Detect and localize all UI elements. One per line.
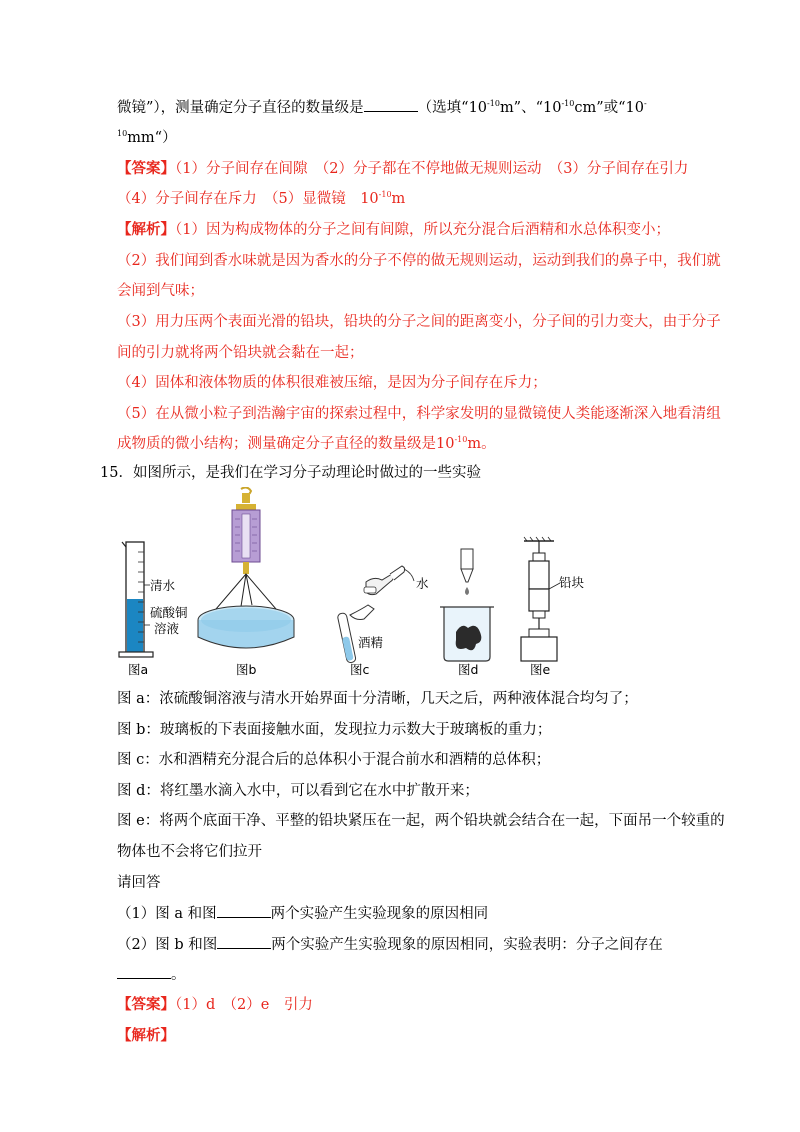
- exponent: -10: [487, 99, 500, 108]
- figure-a-cylinder: [119, 542, 153, 657]
- fill-blank: [217, 903, 271, 918]
- caption-e: 图e: [530, 662, 551, 677]
- exponent: -10: [561, 99, 575, 108]
- analysis-14-p3b: 间的引力就将两个铅块就会黏在一起；: [117, 345, 364, 361]
- caption-a: 图a: [128, 662, 149, 677]
- label-cuso4-2: 溶液: [154, 621, 180, 636]
- answer-text: （4）分子间存在斥力 （5）显微镜 10: [117, 191, 379, 207]
- caption-c: 图c: [350, 662, 370, 677]
- analysis-text: （1）因为构成物体的分子之间有间隙，所以充分混合后酒精和水总体积变小；: [175, 222, 670, 238]
- sub-question-text: 。: [171, 967, 186, 983]
- fill-blank: [364, 97, 418, 112]
- exponent: -10: [378, 190, 392, 199]
- answer-14-line1: [117, 159, 688, 179]
- analysis-14-p5b: [117, 434, 496, 454]
- q14-tail-line1: [117, 97, 647, 118]
- label-alcohol: 酒精: [358, 635, 384, 650]
- sub-question-2: [117, 934, 663, 955]
- sub-question-2-end: [117, 964, 186, 985]
- analysis-14-p5a: （5）在从微小粒子到浩瀚宇宙的探索过程中，科学家发明的显微镜使人类能逐渐深入地看清组: [117, 406, 721, 422]
- sub-question-text: 两个实验产生实验现象的原因相同，实验表明：分子之间存在: [271, 937, 663, 953]
- analysis-text: m。: [467, 436, 496, 452]
- desc-e-line2: 物体也不会将它们拉开: [117, 844, 262, 860]
- figure-b-spring-scale: [198, 487, 294, 648]
- fill-blank: [217, 934, 271, 949]
- option-text: cm”或“10: [574, 100, 645, 116]
- caption-b: 图b: [236, 662, 257, 677]
- answer-label: 【答案】: [117, 996, 175, 1013]
- caption-d: 图d: [458, 662, 479, 677]
- desc-a: 图 a：浓硫酸铜溶液与清水开始界面十分清晰，几天之后，两种液体混合均匀了；: [117, 691, 638, 707]
- option-text: （选填“10: [417, 100, 488, 116]
- fill-blank: [117, 964, 171, 979]
- answer-14-line2: [117, 189, 405, 209]
- desc-e-line1: 图 e：将两个底面干净、平整的铅块紧压在一起，两个铅块就会结合在一起，下面吊一个较重的: [117, 813, 725, 829]
- analysis-14-p3a: （3）用力压两个表面光滑的铅块，铅块的分子之间的距离变小，分子间的引力变大，由于分子: [117, 314, 721, 330]
- answer-text: m: [391, 191, 406, 207]
- analysis-label: 【解析】: [117, 221, 175, 238]
- exponent: -: [644, 99, 647, 108]
- label-cuso4-1: 硫酸铜: [150, 605, 188, 620]
- answer-text: （1）分子间存在间隙 （2）分子都在不停地做无规则运动 （3）分子间存在引力: [175, 161, 689, 177]
- experiment-illustration: [118, 487, 588, 677]
- label-shui: 水: [416, 576, 429, 591]
- answer-text: （1）d （2）e 引力: [175, 997, 313, 1013]
- figure-e-lead-blocks: [521, 537, 560, 661]
- q14-tail-text: 微镜”），测量确定分子直径的数量级是: [117, 100, 364, 116]
- analysis-14-p1: [117, 220, 670, 240]
- exponent: -10: [454, 435, 468, 444]
- analysis-15: [117, 1026, 175, 1046]
- experiment-figure: [118, 487, 588, 677]
- please-answer: 请回答: [117, 875, 161, 891]
- answer-label: 【答案】: [117, 160, 175, 177]
- label-lead: 铅块: [559, 575, 585, 590]
- desc-b: 图 b：玻璃板的下表面接触水面，发现拉力示数大于玻璃板的重力；: [117, 722, 552, 738]
- answer-15: [117, 995, 313, 1015]
- analysis-text: 成物质的微小结构；测量确定分子直径的数量级是10: [117, 436, 455, 452]
- analysis-14-p4: （4）固体和液体物质的体积很难被压缩，是因为分子间存在斥力；: [117, 375, 547, 391]
- q14-tail-line2: [117, 128, 177, 148]
- figure-d-diffusion: [440, 549, 494, 661]
- exponent: 10: [117, 129, 128, 138]
- analysis-label: 【解析】: [117, 1027, 175, 1044]
- desc-d: 图 d：将红墨水滴入水中，可以看到它在水中扩散开来；: [117, 783, 479, 799]
- question-15-title: 15．如图所示，是我们在学习分子动理论时做过的一些实验: [100, 465, 481, 481]
- sub-question-text: （2）图 b 和图: [117, 937, 218, 953]
- analysis-14-p2b: 会闻到气味；: [117, 283, 204, 299]
- label-water: 清水: [150, 578, 176, 593]
- desc-c: 图 c：水和酒精充分混合后的总体积小于混合前水和酒精的总体积；: [117, 752, 551, 768]
- sub-question-text: （1）图 a 和图: [117, 906, 217, 922]
- analysis-14-p2a: （2）我们闻到香水味就是因为香水的分子不停的做无规则运动，运动到我们的鼻子中，我们就: [117, 253, 721, 269]
- sub-question-1: [117, 903, 488, 924]
- option-text: m”、“10: [499, 100, 562, 116]
- sub-question-text: 两个实验产生实验现象的原因相同: [270, 906, 489, 922]
- option-text: mm“）: [127, 130, 177, 146]
